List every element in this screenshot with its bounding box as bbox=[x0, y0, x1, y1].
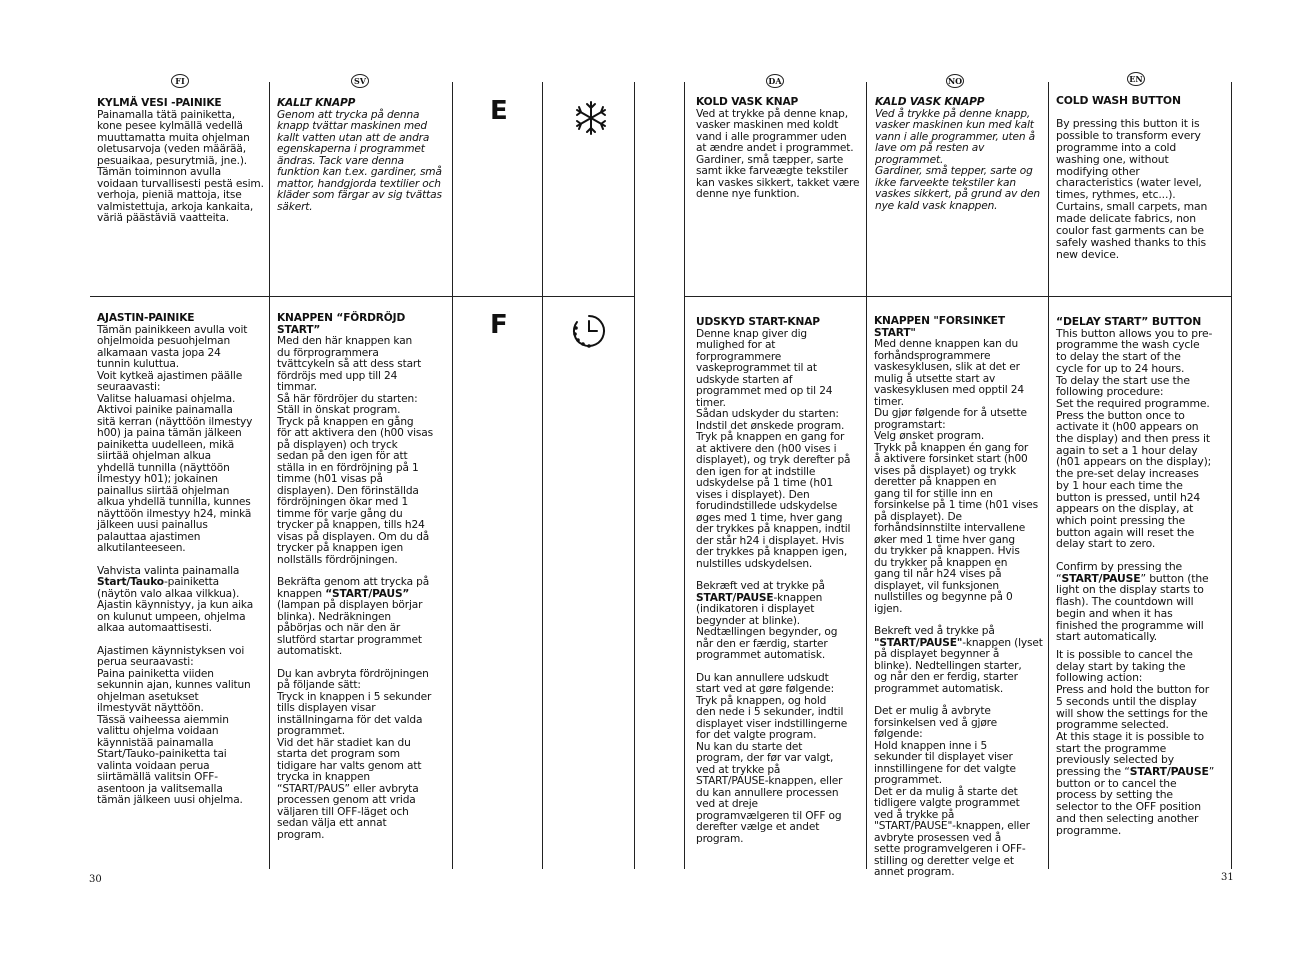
delay-start-sv bbox=[277, 313, 449, 841]
language-badge-no: NO bbox=[947, 76, 963, 86]
language-badge-fi: FI bbox=[171, 74, 189, 88]
cold-wash-en bbox=[1056, 95, 1230, 261]
section-title: KNAPPEN “FÖRDRÖJD START” bbox=[277, 312, 406, 336]
section-title: KALD VASK KNAPP bbox=[875, 96, 985, 108]
cold-wash-da bbox=[696, 97, 864, 201]
delay-start-no bbox=[874, 316, 1046, 879]
row-divider bbox=[684, 296, 1232, 297]
section-body: Det er mulig å avbryte forsinkelsen ved å gjøre følgende: Hold knappen inne i 5 sekunder til displayet viser innstillingene for det valgte programmet. Det er da mulig å starte det tidligere valgte programmet ved å trykke på "START/PAUSE"-knappen, eller avbryte prosessen ved å sette programvelgeren i OFF- stilling og deretter velge et annet program. bbox=[874, 705, 1030, 878]
section-title: UDSKYD START-KNAP bbox=[696, 316, 820, 328]
section-title: “DELAY START” BUTTON bbox=[1056, 315, 1202, 328]
row-letter-e: E bbox=[490, 96, 508, 126]
section-body: Confirm by pressing the “START/PAUSE” button (the light on the display starts to flash). The countdown will begin and when it has finished the programme will start automatically. bbox=[1056, 560, 1209, 644]
section-title: KALLT KNAPP bbox=[277, 97, 356, 109]
section-body: By pressing this button it is possible to transform every programme into a cold washing one, without modifying other characteristics (water level, times, rythmes, etc...). Curtains, small carpets, man made delicate fabrics, non coulor fast garments can be safely washed thanks to this new device. bbox=[1056, 116, 1208, 261]
row-divider bbox=[90, 296, 634, 297]
column-divider bbox=[1048, 82, 1049, 869]
section-body: Med den här knappen kan du förprogrammera tvättcykeln så att dess start fördröjs med upp till 24 timmar. Så här fördröjer du starten: Ställ in önskat program. Tryck på knappen en gång för att aktivera den (h00 visas på displayen) och tryck sedan på den igen för att ställa in en fördröjning på 1 timme (h01 visas på displayen). Den förinställda fördröjningen ökar med 1 timme för varje gång du trycker på knappen, tills h24 visas på displayen. Om du då trycker på knappen igen nollställs fördröjningen. bbox=[277, 335, 433, 566]
section-body: Ajastimen käynnistyksen voi perua seuraavasti: Paina painiketta viiden sekunnin ajan, kunnes valitun ohjelman asetukset ilmestyvät näyttöön. Tässä vaiheessa aiemmin valittu ohjelma voidaan käynnistää painamalla Start/Tauko-painiketta tai valinta voidaan perua siirtämällä valitsin OFF- asentoon ja valitsemalla tämän jälkeen uusi ohjelma. bbox=[97, 644, 251, 806]
delay-start-en bbox=[1056, 316, 1230, 836]
language-badge-sv: SV bbox=[351, 74, 369, 88]
snowflake-icon bbox=[573, 100, 609, 136]
language-badge-en: EN bbox=[1127, 72, 1145, 86]
section-body: Ved å trykke på denne knapp, vasker maskinen kun med kalt vann i alle programmer, uten å lave om på resten av programmet. Gardiner, små tepper, sarte og ikke farveekte tekstiler kan vaskes sikkert, på grund av den nye kald vask knappen. bbox=[875, 107, 1040, 212]
delay-start-fi bbox=[97, 313, 267, 807]
timer-clock-icon bbox=[571, 313, 607, 349]
section-title: AJASTIN-PAINIKE bbox=[97, 312, 195, 324]
page-number-left: 30 bbox=[89, 874, 102, 885]
column-divider bbox=[684, 82, 685, 869]
section-title: KNAPPEN "FORSINKET START" bbox=[874, 315, 1005, 339]
cold-wash-fi bbox=[97, 98, 267, 225]
section-body: It is possible to cancel the delay start by taking the following action: Press and hold the button for 5 seconds until the display will show the settings for the programme selected. At this stage it is possible to start the programme previously selected by pressing the “START/PAUSE” button or to cancel the process by setting the selector to the OFF position and then selecting another programme. bbox=[1056, 647, 1215, 837]
column-divider bbox=[542, 82, 543, 869]
section-title: KYLMÄ VESI -PAINIKE bbox=[97, 97, 222, 109]
column-divider bbox=[452, 82, 453, 869]
column-divider bbox=[1231, 82, 1232, 869]
section-body: Painamalla tätä painiketta, kone pesee kylmällä vedellä muuttamatta muita ohjelman oletusarvoja (veden määrää, pesuaikaa, pesurytmiä, jne.). Tämän toiminnon avulla voidaan turvallisesti pestä esim. verhoja, pieniä mattoja, itse valmistettuja, arkoja kankaita, väriä päästäviä vaatteita. bbox=[97, 108, 264, 224]
language-badge-da: DA bbox=[766, 74, 784, 88]
section-body: Vahvista valinta painamalla Start/Tauko-painiketta (näytön valo alkaa vilkkua). Ajastin käynnistyy, ja kun aika on kulunut umpeen, ohjelma alkaa automaattisesti. bbox=[97, 564, 254, 634]
section-body: Du kan avbryta fördröjningen på följande sätt: Tryck in knappen i 5 sekunder tills displayen visar inställningarna för det valda programmet. Vid det här stadiet kan du starta det program som tidigare har valts genom att trycka in knappen “START/PAUS” eller avbryta processen genom att vrida väljaren till OFF-läget och sedan välja ett annat program. bbox=[277, 667, 432, 841]
section-body: Bekræft ved at trykke på START/PAUSE-knappen (indikatoren i displayet begynder at blinke). Nedtællingen begynder, og når den er færdig, starter programmet automatisk. bbox=[696, 580, 838, 661]
section-title: COLD WASH BUTTON bbox=[1056, 94, 1181, 107]
column-divider bbox=[866, 82, 867, 869]
section-title: KOLD VASK KNAP bbox=[696, 96, 799, 108]
section-body: Du kan annullere udskudt start ved at gøre følgende: Tryk på knappen, og hold den nede i 5 sekunder, indtil displayet viser indstillingerne for det valgte program. Nu kan du starte det program, der før var valgt, ved at trykke på START/PAUSE-knappen, eller du kan annullere processen ved at dreje programvælgeren til OFF og derefter vælge et andet program. bbox=[696, 671, 848, 845]
column-divider bbox=[634, 82, 635, 869]
section-body: Denne knap giver dig mulighed for at forprogrammere vaskeprogrammet til at udskyde starten af programmet med op til 24 timer. Sådan udskyder du starten: Indstil det ønskede program. Tryk på knappen en gang for at aktivere den (h00 vises i displayet), og tryk derefter på den igen for at indstille udskydelse på 1 time (h01 vises i displayet). Den forudindstillede udskydelse øges med 1 time, hver gang der trykkes på knappen, indtil der står h24 i displayet. Hvis der trykkes på knappen igen, nulstilles udskydelsen. bbox=[696, 327, 851, 570]
section-body: Bekräfta genom att trycka på knappen “START/PAUS” (lampan på displayen börjar blinka). Nedräkningen påbörjas och när den är slutförd startar programmet automatiskt. bbox=[277, 576, 430, 657]
delay-start-da bbox=[696, 317, 864, 845]
section-body: Genom att trycka på denna knapp tvättar maskinen med kallt vatten utan att de andra egenskaperna i programmet ändras. Tack vare denna funktion kan t.ex. gardiner, små mattor, handgjorda textilier och kläder som färgar av sig tvättas säkert. bbox=[277, 108, 442, 213]
cold-wash-sv bbox=[277, 98, 449, 213]
section-body: This button allows you to pre- programme the wash cycle to delay the start of the cycle for up to 24 hours. To delay the start use the following procedure: Set the required programme. Press the button once to activate it (h00 appears on the display) and then press it again to set a 1 hour delay (h01 appears on the display); the pre-set delay increases by 1 hour each time the button is pressed, until h24 appears on the display, at which point pressing the button again will reset the delay start to zero. bbox=[1056, 326, 1213, 551]
section-body: Bekreft ved å trykke på "START/PAUSE"-knappen (lyset på displayet begynner å blinke). Nedtellingen starter, og når den er ferdig, starter programmet automatisk. bbox=[874, 625, 1043, 695]
section-body: Tämän painikkeen avulla voit ohjelmoida pesuohjelman alkamaan vasta jopa 24 tunnin kuluttua. Voit kytkeä ajastimen päälle seuraavasti: Valitse haluamasi ohjelma. Aktivoi painike painamalla sitä kerran (näyttöön ilmestyy h00) ja paina tämän jälkeen painiketta uudelleen, mikä siirtää ohjelman alkua yhdellä tunnilla (näyttöön ilmestyy h01); jokainen painallus siirtää ohjelman alkua yhdellä tunnilla, kunnes näyttöön ilmestyy h24, minkä jälkeen uusi painallus palauttaa ajastimen alkutilanteeseen. bbox=[97, 323, 253, 554]
column-divider bbox=[269, 82, 270, 869]
section-body: Med denne knappen kan du forhåndsprogrammere vaskesyklusen, slik at det er mulig å utsette start av vaskesyklusen med opptil 24 timer. Du gjør følgende for å utsette programstart: Velg ønsket program. Trykk på knappen én gang for å aktivere forsinket start (h00 vises på displayet) og trykk deretter på knappen en gang til for stille inn en forsinkelse på 1 time (h01 vises på displayet). De forhåndsinnstilte intervallene øker med 1 time hver gang du trykker på knappen. Hvis du trykker på knappen en gang til når h24 vises på displayet, vil funksjonen nullstilles og begynne på 0 igjen. bbox=[874, 338, 1039, 615]
row-letter-f: F bbox=[490, 310, 508, 340]
section-body: Ved at trykke på denne knap, vasker maskinen med koldt vand i alle programmer uden at ændre andet i programmet. Gardiner, små tæpper, sarte samt ikke farveægte tekstiler kan vaskes sikkert, takket være denne nye funktion. bbox=[696, 107, 860, 200]
page-number-right: 31 bbox=[1221, 872, 1234, 883]
cold-wash-no bbox=[875, 97, 1045, 212]
